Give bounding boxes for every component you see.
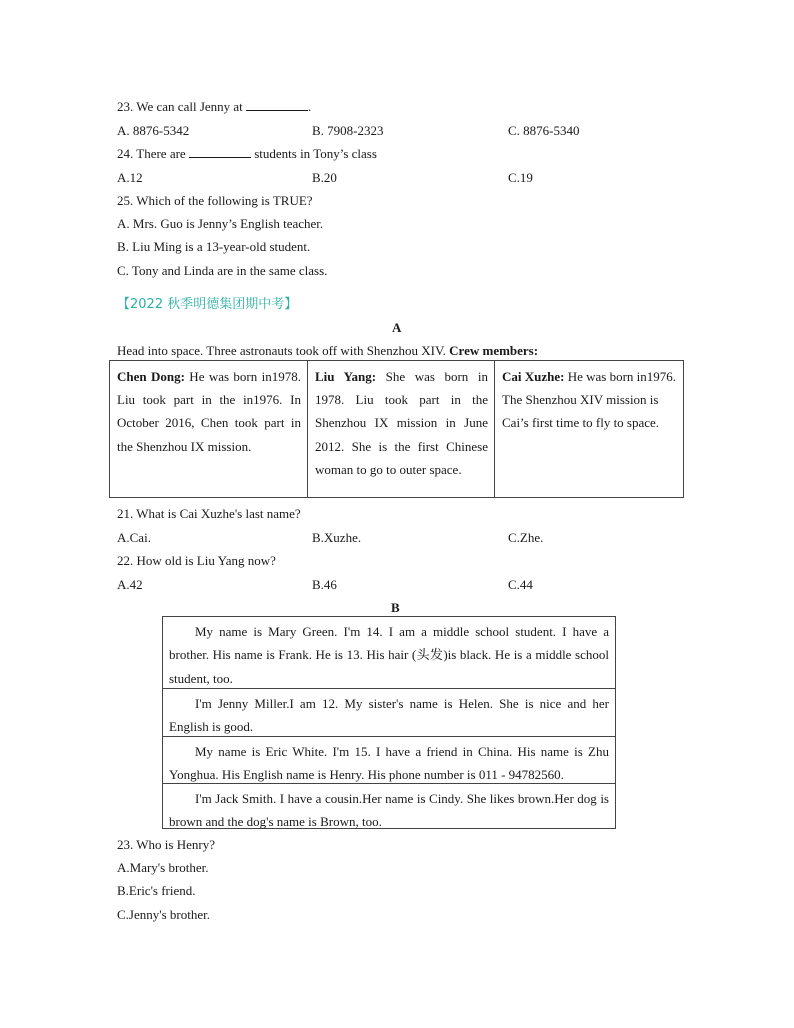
- q21-option-b: B.Xuzhe.: [312, 530, 362, 545]
- question-22-stem: 22. How old is Liu Yang now?: [117, 553, 276, 568]
- question-23b-stem: 23. Who is Henry?: [117, 837, 215, 852]
- q23b-option-b: B.Eric's friend.: [117, 883, 196, 898]
- q23b-option-c: C.Jenny's brother.: [117, 907, 210, 922]
- q23-option-a: A. 8876-5342: [117, 123, 190, 138]
- section-b-heading: B: [391, 600, 400, 615]
- q23b-option-a: A.Mary's brother.: [117, 860, 209, 875]
- q22-option-b: B.46: [312, 577, 337, 592]
- q25-option-c: C. Tony and Linda are in the same class.: [117, 263, 328, 278]
- crew-cell-cai-xuzhe: Cai Xuzhe: He was born in1976. The Shenzhou XIV mission is Cai’s first time to fly to space.: [502, 369, 677, 431]
- passage-jack-smith: I'm Jack Smith. I have a cousin.Her name is Cindy. She likes brown.Her dog is brown and the dog's name is Brown, too.: [169, 791, 609, 830]
- q25-option-a: A. Mrs. Guo is Jenny’s English teacher.: [117, 216, 324, 231]
- q21-option-c: C.Zhe.: [508, 530, 544, 545]
- crew-members-table: [109, 360, 684, 498]
- section-a-heading: A: [392, 320, 402, 335]
- passage-mary-green: My name is Mary Green. I'm 14. I am a middle school student. I have a brother. His name is Frank. He is 13. His hair (头发)is black. He is a middle school student, too.: [163, 617, 615, 689]
- question-25-stem: 25. Which of the following is TRUE?: [117, 193, 313, 208]
- question-23-stem: 23. We can call Jenny at .: [117, 99, 312, 114]
- q21-option-a: A.Cai.: [117, 530, 151, 545]
- q24-option-b: B.20: [312, 170, 337, 185]
- q25-option-b: B. Liu Ming is a 13-year-old student.: [117, 239, 311, 254]
- answer-blank: [189, 145, 251, 158]
- q23-option-b: B. 7908-2323: [312, 123, 384, 138]
- crew-cell-chen-dong: Chen Dong: He was born in1978. Liu took part in the in1976. In October 2016, Chen took part in the Shenzhou IX mission.: [110, 361, 308, 497]
- question-24-stem: 24. There are students in Tony’s class: [117, 146, 377, 161]
- q23-option-c: C. 8876-5340: [508, 123, 580, 138]
- q24-option-a: A.12: [117, 170, 143, 185]
- passage-jenny-miller: I'm Jenny Miller.I am 12. My sister's name is Helen. She is nice and her English is good.: [163, 689, 615, 737]
- answer-blank: [246, 98, 308, 111]
- question-21-stem: 21. What is Cai Xuzhe's last name?: [117, 506, 301, 521]
- crew-cell-liu-yang: Liu Yang: She was born in 1978. Liu took part in the Shenzhou IX mission in June 2012. She is the first Chinese woman to go to outer space.: [308, 361, 495, 497]
- passage-eric-white: My name is Eric White. I'm 15. I have a friend in China. His name is Zhu Yonghua. His English name is Henry. His phone number is 011 - 94782560.: [163, 737, 615, 784]
- passages-table: [162, 616, 616, 829]
- q24-option-c: C.19: [508, 170, 533, 185]
- section-a-intro: Head into space. Three astronauts took off with Shenzhou XIV. Crew members:: [117, 343, 539, 358]
- source-tag: 【2022 秋季明德集团期中考】: [117, 297, 298, 312]
- q22-option-c: C.44: [508, 577, 533, 592]
- q22-option-a: A.42: [117, 577, 143, 592]
